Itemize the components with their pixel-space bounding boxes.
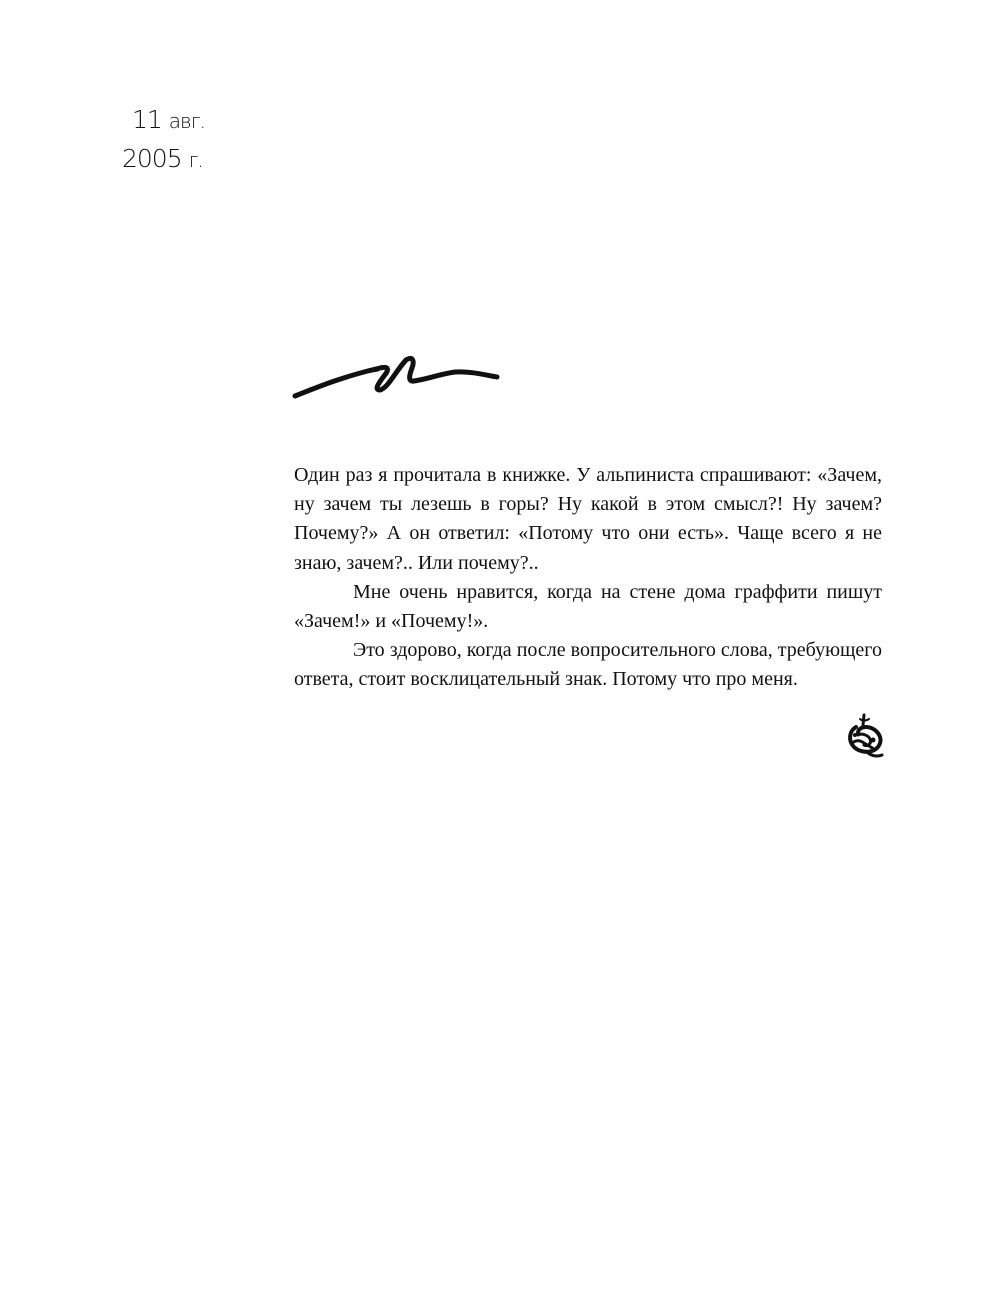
date-month: авг.: [168, 109, 205, 133]
paragraph-3: Это здорово, когда после вопросительного слова, требующего ответа, стоит восклицательный знак. Потому что про меня.: [294, 639, 882, 691]
date-line-year: [118, 139, 258, 180]
date-line-day-month: [118, 100, 258, 141]
ink-doodle-end-mark-icon: [846, 713, 884, 759]
handwritten-flourish-icon: [290, 350, 505, 402]
date-year: 2005: [122, 144, 182, 173]
handwritten-date: [118, 100, 258, 180]
paragraph-2: Мне очень нравится, когда на стене дома граффити пишут «Зачем!» и «Почему!».: [294, 580, 882, 633]
body-text: [294, 461, 882, 695]
date-day: 11: [132, 105, 162, 134]
paragraph-1: Один раз я прочитала в книжке. У альпиниста спрашивают: «Зачем, ну зачем ты лезешь в горы? Ну какой в этом смысл?! Ну зачем? Почему?» А он ответил: «Потому что они есть». Чаще всего я не знаю, зачем?.. Или почему?..: [294, 464, 882, 574]
date-year-suffix: г.: [188, 148, 203, 172]
